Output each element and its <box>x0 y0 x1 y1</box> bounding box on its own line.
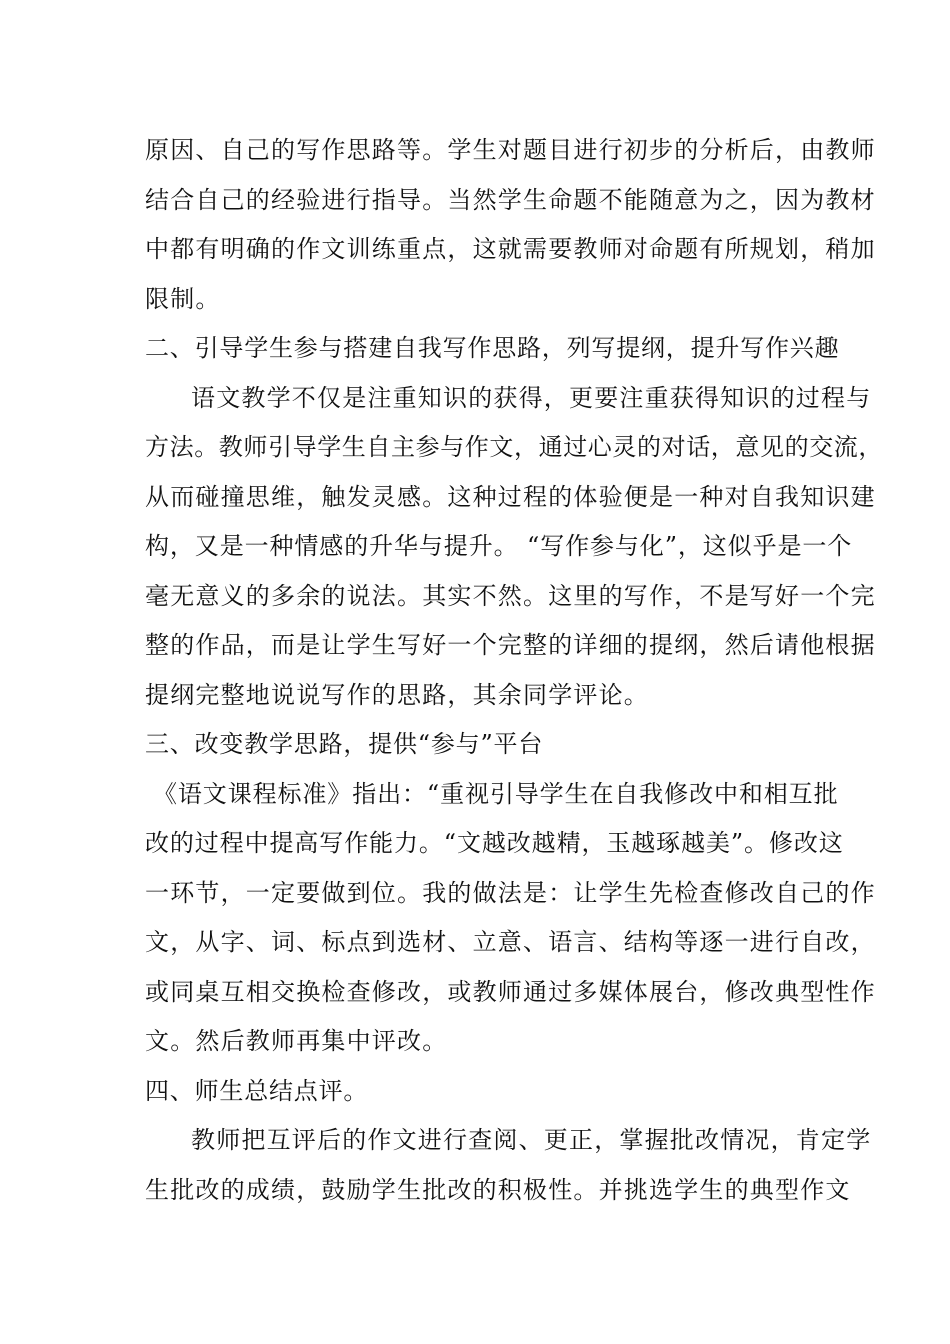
body-text-line: 语文教学不仅是注重知识的获得，更要注重获得知识的过程与 <box>191 383 872 412</box>
body-text-line: 《语文课程标准》指出：“重视引导学生在自我修改中和相互批 <box>153 779 839 808</box>
body-text-line: 方法。教师引导学生自主参与作文，通过心灵的对话，意见的交流， <box>145 433 883 461</box>
body-text-line: 构，又是一种情感的升华与提升。 “写作参与化”，这似乎是一个 <box>145 532 853 560</box>
body-text-line: 结合自己的经验进行指导。当然学生命题不能随意为之，因为教材 <box>145 185 876 214</box>
section-heading-4: 四、师生总结点评。 <box>145 1076 369 1105</box>
body-text-line: 改的过程中提高写作能力。“文越改越精，玉越琢越美”。修改这 <box>145 829 844 857</box>
body-text-line: 中都有明确的作文训练重点，这就需要教师对命题有所规划，稍加 <box>145 235 876 263</box>
body-text-line: 从而碰撞思维，触发灵感。这种过程的体验便是一种对自我知识建 <box>145 482 876 511</box>
body-text-line: 一环节，一定要做到位。我的做法是：让学生先检查修改自己的作 <box>145 878 876 907</box>
body-text-line: 文。然后教师再集中评改。 <box>145 1027 448 1055</box>
body-text-line: 提纲完整地说说写作的思路，其余同学评论。 <box>145 680 649 709</box>
body-text-line: 文，从字、词、标点到选材、立意、语言、结构等逐一进行自改， <box>145 928 876 956</box>
body-text-line: 原因、自己的写作思路等。学生对题目进行初步的分析后，由教师 <box>145 136 876 164</box>
body-text-line: 教师把互评后的作文进行查阅、更正，掌握批改情况，肯定学 <box>191 1126 872 1154</box>
body-text-line: 生批改的成绩，鼓励学生批改的积极性。并挑选学生的典型作文 <box>145 1175 851 1204</box>
body-text-line: 整的作品，而是让学生写好一个完整的详细的提纲，然后请他根据 <box>145 631 876 659</box>
section-heading-2: 二、引导学生参与搭建自我写作思路，列写提纲，提升写作兴趣 <box>145 334 840 362</box>
body-text-line: 限制。 <box>145 284 221 313</box>
document-body <box>145 126 883 1215</box>
body-text-line: 或同桌互相交换检查修改，或教师通过多媒体展台，修改典型性作 <box>145 977 876 1006</box>
section-heading-3: 三、改变教学思路，提供“参与”平台 <box>145 730 544 758</box>
body-text-line: 毫无意义的多余的说法。其实不然。这里的写作，不是写好一个完 <box>145 581 876 610</box>
